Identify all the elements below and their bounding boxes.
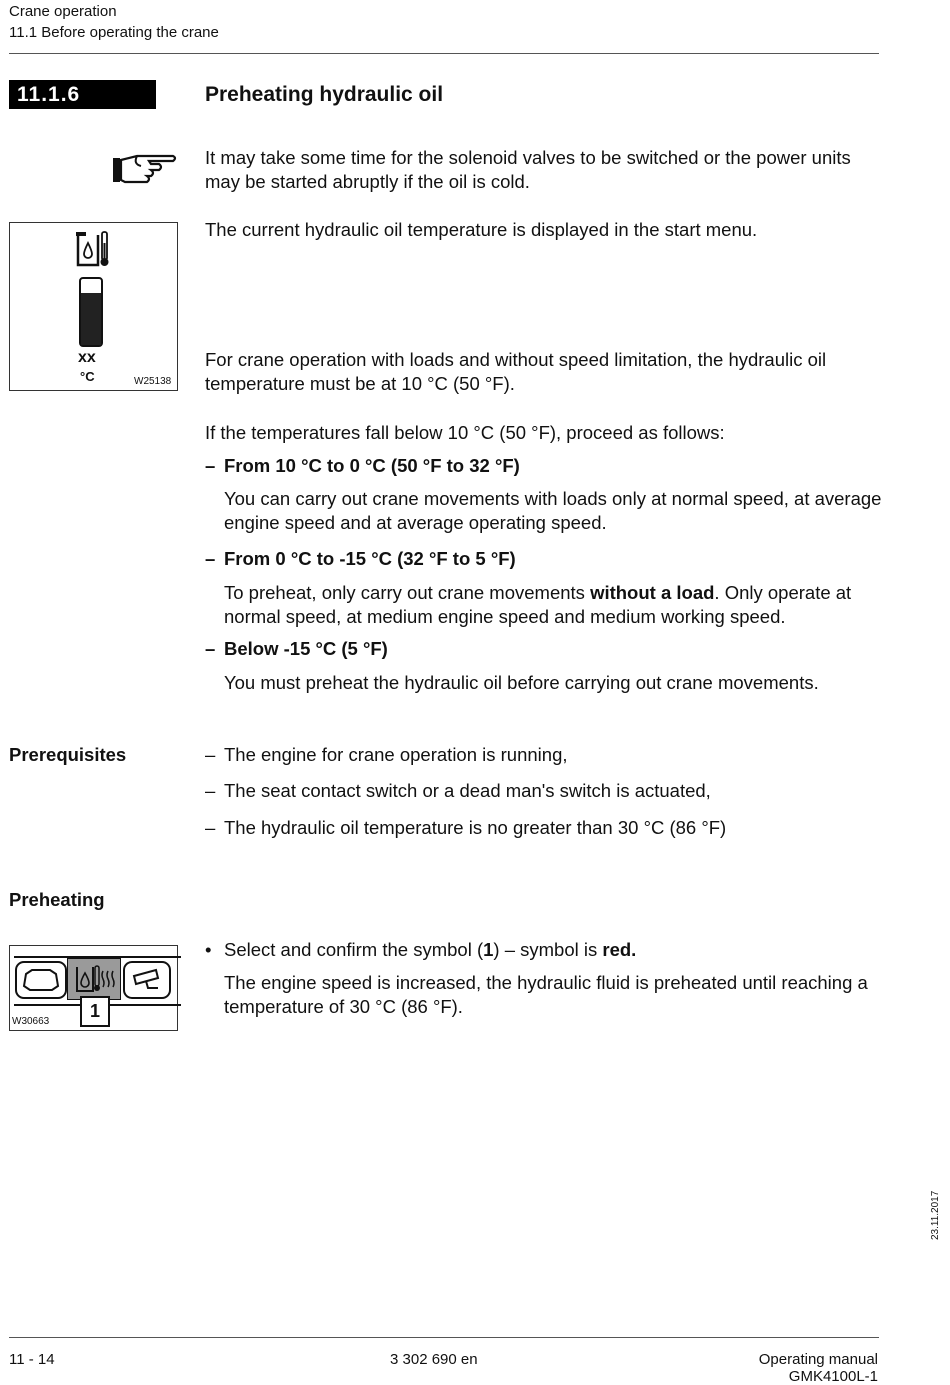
footer-rule: [9, 1337, 879, 1338]
range-text-2-start: To preheat, only carry out crane movements: [224, 582, 591, 603]
step-color-word: red: [602, 939, 632, 960]
temperature-unit: °C: [80, 369, 95, 384]
step-symbol-number: 1: [483, 939, 494, 960]
side-date: 23.11.2017: [930, 1190, 941, 1240]
callout-number: 1: [80, 996, 110, 1027]
hydraulic-heating-icon: [74, 963, 116, 995]
step-text-end: .: [631, 939, 637, 960]
range-dash: –: [205, 455, 216, 476]
footer-manual: Operating manual: [758, 1351, 878, 1368]
figure-code: W25138: [134, 376, 172, 387]
step-text-middle: ) – symbol is: [493, 939, 603, 960]
header-chapter: Crane operation: [9, 3, 117, 20]
oil-temperature-figure: [9, 222, 178, 391]
section-title: Preheating hydraulic oil: [205, 83, 444, 106]
footer-page: 11 - 14: [9, 1351, 55, 1368]
range-text-2-end: . Only operate at normal speed, at medium engine speed and medium working speed.: [224, 582, 852, 627]
paragraph-start-menu: The current hydraulic oil temperature is displayed in the start menu.: [205, 219, 758, 240]
range-heading-3: Below -15 °C (5 °F): [224, 638, 388, 659]
figure-code: W30663: [12, 1016, 50, 1027]
bullet: •: [205, 939, 212, 960]
list-dash: –: [205, 780, 216, 801]
note-text: It may take some time for the solenoid valves to be switched or the power units may be started abruptly if the oil is cold.: [205, 147, 851, 192]
hydraulic-oil-temperature-icon: [74, 229, 112, 269]
range-text-2: [224, 581, 884, 629]
preheating-result: The engine speed is increased, the hydraulic fluid is preheated until reaching a temperature of 30 °C (86 °F).: [224, 972, 868, 1017]
range-dash: –: [205, 638, 216, 659]
range-heading-2: From 0 °C to -15 °C (32 °F to 5 °F): [224, 548, 516, 569]
prerequisite-item-3: The hydraulic oil temperature is no greater than 30 °C (86 °F): [224, 817, 727, 838]
footer-doc-number: 3 302 690 en: [390, 1351, 478, 1368]
header-rule: [9, 53, 879, 54]
pointing-hand-icon: [111, 150, 179, 186]
engine-symbol-icon: [14, 960, 68, 1000]
prerequisite-item-2: The seat contact switch or a dead man's switch is actuated,: [224, 780, 711, 801]
header-section: 11.1 Before operating the crane: [9, 24, 219, 41]
step-text-start: Select and confirm the symbol (: [224, 939, 484, 960]
range-heading-1: From 10 °C to 0 °C (50 °F to 32 °F): [224, 455, 520, 476]
prerequisite-item-1: The engine for crane operation is running,: [224, 744, 568, 765]
range-text-2-emphasis: without a load: [590, 582, 715, 603]
list-dash: –: [205, 744, 216, 765]
temperature-bar-fill: [81, 293, 101, 345]
paragraph-proceed: If the temperatures fall below 10 °C (50 °F), proceed as follows:: [205, 422, 725, 443]
range-dash: –: [205, 548, 216, 569]
range-text-3: You must preheat the hydraulic oil before carrying out crane movements.: [224, 672, 819, 693]
range-text-1: You can carry out crane movements with loads only at normal speed, at average engine speed and at average operating speed.: [224, 488, 882, 533]
temperature-bar-frame: [79, 277, 103, 347]
preheat-symbol-button[interactable]: [67, 958, 121, 1000]
preheat-symbol-figure: [9, 945, 178, 1031]
preheating-step: [224, 938, 884, 962]
section-number: 11.1.6: [9, 80, 156, 109]
footer-model: GMK4100L-1: [788, 1368, 878, 1385]
prerequisites-label: Prerequisites: [9, 744, 127, 765]
preheating-label: Preheating: [9, 889, 105, 910]
list-dash: –: [205, 817, 216, 838]
paragraph-load-requirement: For crane operation with loads and without speed limitation, the hydraulic oil temperature must be at 10 °C (50 °F).: [205, 349, 827, 394]
camera-symbol-icon: [122, 960, 174, 1000]
temperature-value: xx: [78, 349, 96, 366]
